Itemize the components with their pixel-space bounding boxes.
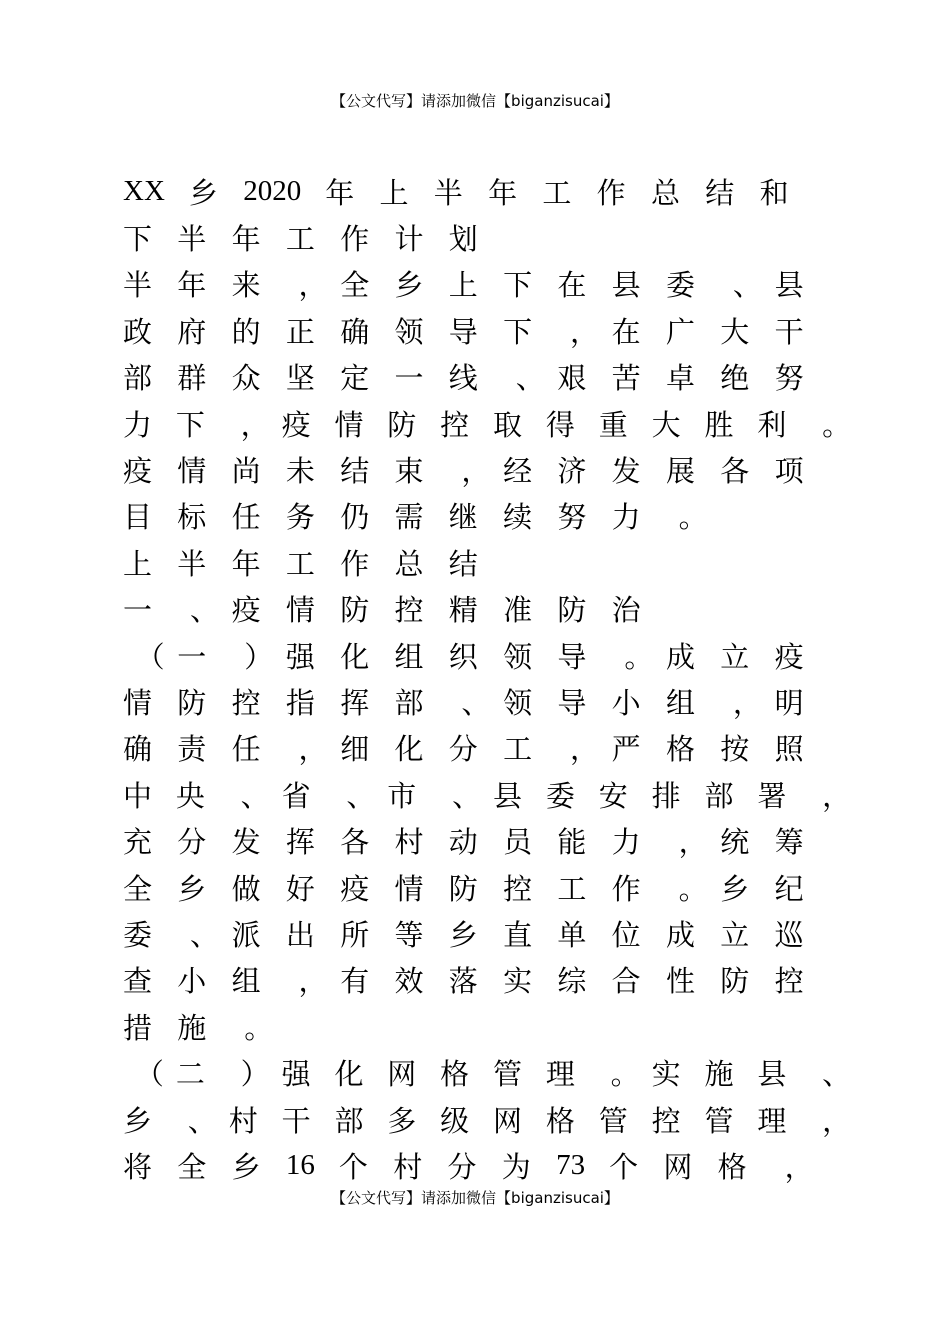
text-token: 等 bbox=[394, 917, 424, 952]
text-token: 群 bbox=[177, 361, 207, 396]
text-token: 乡 bbox=[231, 1149, 261, 1184]
text-line bbox=[123, 678, 863, 724]
text-token: 准 bbox=[503, 593, 533, 628]
text-line bbox=[123, 493, 863, 539]
text-token: 。 bbox=[610, 1057, 640, 1092]
text-token: 目 bbox=[123, 500, 153, 535]
text-line bbox=[123, 1096, 863, 1142]
text-token: 村 bbox=[228, 1103, 258, 1138]
text-token: 大 bbox=[651, 407, 681, 442]
text-token: 二 bbox=[175, 1057, 205, 1092]
text-token: 格 bbox=[545, 1103, 575, 1138]
text-token: 得 bbox=[545, 407, 575, 442]
text-token: 、 bbox=[822, 1057, 852, 1092]
text-line bbox=[123, 307, 863, 353]
text-token: 干 bbox=[281, 1103, 311, 1138]
text-token: 排 bbox=[651, 778, 681, 813]
text-token: 众 bbox=[231, 361, 261, 396]
text-token: 乡 bbox=[720, 871, 750, 906]
text-token: 领 bbox=[394, 314, 424, 349]
text-token: 济 bbox=[557, 454, 587, 489]
text-token: 成 bbox=[665, 639, 695, 674]
text-token: 工 bbox=[285, 222, 315, 257]
text-token: 年 bbox=[325, 175, 355, 210]
text-token: 情 bbox=[177, 454, 207, 489]
text-token: 小 bbox=[177, 964, 207, 999]
text-token: 细 bbox=[340, 732, 370, 767]
text-line bbox=[123, 817, 863, 863]
text-token: 个 bbox=[338, 1149, 368, 1184]
text-token: （ bbox=[134, 1057, 164, 1092]
document-body bbox=[123, 168, 863, 1189]
text-token: 村 bbox=[394, 825, 424, 860]
text-token: 格 bbox=[665, 732, 695, 767]
text-token: 、 bbox=[187, 1103, 217, 1138]
text-token: 委 bbox=[545, 778, 575, 813]
text-token: 。 bbox=[678, 500, 708, 535]
text-token: 巡 bbox=[774, 917, 804, 952]
text-token: 部 bbox=[123, 361, 153, 396]
text-token: 展 bbox=[665, 454, 695, 489]
text-token: ， bbox=[298, 964, 328, 999]
text-token: 努 bbox=[557, 500, 587, 535]
text-token: 位 bbox=[611, 917, 641, 952]
text-token: ， bbox=[461, 454, 491, 489]
text-token: 效 bbox=[394, 964, 424, 999]
text-token: 明 bbox=[774, 685, 804, 720]
text-token: 坚 bbox=[285, 361, 315, 396]
text-token: 全 bbox=[177, 1149, 207, 1184]
text-token: 综 bbox=[557, 964, 587, 999]
text-token: 作 bbox=[596, 175, 626, 210]
text-token: 格 bbox=[440, 1057, 470, 1092]
text-token: 乡 bbox=[448, 917, 478, 952]
text-token: 全 bbox=[123, 871, 153, 906]
text-token: 控 bbox=[394, 593, 424, 628]
text-token: 下 bbox=[175, 407, 205, 442]
text-token: 网 bbox=[663, 1149, 693, 1184]
text-token: 总 bbox=[394, 546, 424, 581]
text-token: 力 bbox=[611, 825, 641, 860]
text-token: 艰 bbox=[557, 361, 587, 396]
text-token: 绝 bbox=[720, 361, 750, 396]
text-token: 情 bbox=[334, 407, 364, 442]
text-token: 能 bbox=[557, 825, 587, 860]
text-token: 央 bbox=[175, 778, 205, 813]
text-token: 胜 bbox=[704, 407, 734, 442]
text-token: 防 bbox=[387, 407, 417, 442]
header-note: 【公文代写】请添加微信【biganzisucai】 bbox=[331, 92, 619, 110]
text-token: 部 bbox=[334, 1103, 364, 1138]
text-token: 管 bbox=[598, 1103, 628, 1138]
text-token: 在 bbox=[557, 268, 587, 303]
text-token: 安 bbox=[598, 778, 628, 813]
text-token: 结 bbox=[705, 175, 735, 210]
text-token: ， bbox=[298, 732, 328, 767]
text-token: 半 bbox=[123, 268, 153, 303]
text-token: 年 bbox=[231, 546, 261, 581]
text-token: 、 bbox=[346, 778, 376, 813]
text-token: 结 bbox=[340, 454, 370, 489]
text-token: 员 bbox=[503, 825, 533, 860]
text-token: 工 bbox=[557, 871, 587, 906]
text-token: 控 bbox=[503, 871, 533, 906]
text-token: 作 bbox=[611, 871, 641, 906]
text-token: 防 bbox=[448, 871, 478, 906]
text-token: 务 bbox=[285, 500, 315, 535]
text-token: 措 bbox=[123, 1010, 153, 1045]
text-token: 化 bbox=[394, 732, 424, 767]
text-token: 线 bbox=[448, 361, 478, 396]
text-token: 织 bbox=[448, 639, 478, 674]
text-token: 疫 bbox=[774, 639, 804, 674]
text-token: 动 bbox=[448, 825, 478, 860]
text-token: 领 bbox=[503, 639, 533, 674]
text-token: 2020 bbox=[243, 174, 302, 207]
text-token: 年 bbox=[488, 175, 518, 210]
text-token: 苦 bbox=[611, 361, 641, 396]
text-token: 好 bbox=[285, 871, 315, 906]
text-token: ） bbox=[244, 639, 274, 674]
text-token: 县 bbox=[493, 778, 523, 813]
text-token: 网 bbox=[493, 1103, 523, 1138]
text-token: ， bbox=[570, 732, 600, 767]
text-token: 署 bbox=[757, 778, 787, 813]
text-line bbox=[123, 1142, 863, 1188]
text-token: 广 bbox=[665, 314, 695, 349]
text-token: 管 bbox=[704, 1103, 734, 1138]
text-token: 强 bbox=[285, 639, 315, 674]
text-token: 结 bbox=[448, 546, 478, 581]
text-token: ， bbox=[240, 407, 270, 442]
text-token: 需 bbox=[394, 500, 424, 535]
text-token: 防 bbox=[557, 593, 587, 628]
text-token: 正 bbox=[285, 314, 315, 349]
text-token: 小 bbox=[611, 685, 641, 720]
text-token: 导 bbox=[448, 314, 478, 349]
text-token: 落 bbox=[448, 964, 478, 999]
text-token: 。 bbox=[244, 1010, 274, 1045]
text-line bbox=[123, 771, 863, 817]
text-token: 项 bbox=[774, 454, 804, 489]
text-token: ， bbox=[732, 685, 762, 720]
text-token: 实 bbox=[651, 1057, 681, 1092]
text-token: 统 bbox=[720, 825, 750, 860]
text-token: 省 bbox=[281, 778, 311, 813]
text-token: 网 bbox=[387, 1057, 417, 1092]
text-token: 单 bbox=[557, 917, 587, 952]
text-token: 任 bbox=[231, 500, 261, 535]
text-token: 村 bbox=[393, 1149, 423, 1184]
text-token: 中 bbox=[123, 778, 153, 813]
text-line bbox=[123, 586, 863, 632]
text-line bbox=[123, 957, 863, 1003]
text-token: 分 bbox=[177, 825, 207, 860]
text-token: 导 bbox=[557, 685, 587, 720]
text-token: 成 bbox=[665, 917, 695, 952]
text-token: 下 bbox=[503, 314, 533, 349]
text-token: 力 bbox=[123, 407, 153, 442]
text-token: 乡 bbox=[177, 871, 207, 906]
text-token: 查 bbox=[123, 964, 153, 999]
text-token: 卓 bbox=[665, 361, 695, 396]
text-token: 年 bbox=[231, 222, 261, 257]
text-token: 挥 bbox=[285, 825, 315, 860]
text-token: 计 bbox=[394, 222, 424, 257]
text-token: 挥 bbox=[340, 685, 370, 720]
text-token: 未 bbox=[285, 454, 315, 489]
text-token: 尚 bbox=[231, 454, 261, 489]
text-token: 发 bbox=[611, 454, 641, 489]
text-token: 重 bbox=[598, 407, 628, 442]
text-token: 有 bbox=[340, 964, 370, 999]
text-token: 、 bbox=[461, 685, 491, 720]
text-token: 、 bbox=[189, 593, 219, 628]
text-line bbox=[123, 354, 863, 400]
text-token: 束 bbox=[394, 454, 424, 489]
text-token: 组 bbox=[231, 964, 261, 999]
text-token: 多 bbox=[387, 1103, 417, 1138]
text-token: ， bbox=[822, 778, 852, 813]
text-token: 一 bbox=[123, 593, 153, 628]
text-token: 组 bbox=[394, 639, 424, 674]
text-token: 实 bbox=[503, 964, 533, 999]
text-line bbox=[123, 1049, 863, 1095]
text-token: 为 bbox=[501, 1149, 531, 1184]
text-token: 、 bbox=[732, 268, 762, 303]
text-token: 政 bbox=[123, 314, 153, 349]
text-token: 责 bbox=[177, 732, 207, 767]
text-token: 疫 bbox=[340, 871, 370, 906]
text-token: 分 bbox=[448, 732, 478, 767]
text-token: 情 bbox=[285, 593, 315, 628]
text-token: 防 bbox=[720, 964, 750, 999]
text-token: 控 bbox=[231, 685, 261, 720]
text-line bbox=[123, 864, 863, 910]
text-token: 级 bbox=[440, 1103, 470, 1138]
text-token: 下 bbox=[503, 268, 533, 303]
text-line bbox=[123, 400, 863, 446]
text-token: 县 bbox=[774, 268, 804, 303]
text-token: 确 bbox=[340, 314, 370, 349]
text-token: 16 bbox=[285, 1148, 315, 1181]
text-token: 指 bbox=[285, 685, 315, 720]
text-token: 大 bbox=[720, 314, 750, 349]
text-token: 乡 bbox=[188, 175, 218, 210]
text-token: 防 bbox=[177, 685, 207, 720]
text-token: 73 bbox=[556, 1148, 586, 1181]
text-token: 市 bbox=[387, 778, 417, 813]
text-token: 作 bbox=[340, 546, 370, 581]
text-line bbox=[123, 446, 863, 492]
text-token: XX bbox=[123, 174, 165, 207]
footer-note: 【公文代写】请添加微信【biganzisucai】 bbox=[331, 1189, 619, 1207]
text-token: 上 bbox=[448, 268, 478, 303]
text-token: 所 bbox=[340, 917, 370, 952]
text-token: 续 bbox=[503, 500, 533, 535]
text-token: 县 bbox=[757, 1057, 787, 1092]
text-token: 防 bbox=[340, 593, 370, 628]
text-token: 合 bbox=[611, 964, 641, 999]
text-token: 部 bbox=[394, 685, 424, 720]
text-token: 、 bbox=[240, 778, 270, 813]
text-token: 全 bbox=[340, 268, 370, 303]
text-token: 按 bbox=[720, 732, 750, 767]
text-token: 立 bbox=[720, 917, 750, 952]
text-token: 、 bbox=[515, 361, 545, 396]
text-token: 利 bbox=[757, 407, 787, 442]
text-line bbox=[123, 261, 863, 307]
text-line bbox=[123, 910, 863, 956]
text-token: 工 bbox=[503, 732, 533, 767]
text-token: 疫 bbox=[231, 593, 261, 628]
text-token: 乡 bbox=[123, 1103, 153, 1138]
text-token: 精 bbox=[448, 593, 478, 628]
text-token: 理 bbox=[757, 1103, 787, 1138]
text-token: 治 bbox=[611, 593, 641, 628]
text-line bbox=[123, 214, 863, 260]
text-token: 疫 bbox=[281, 407, 311, 442]
text-token: 工 bbox=[542, 175, 572, 210]
text-token: 个 bbox=[609, 1149, 639, 1184]
text-token: 强 bbox=[281, 1057, 311, 1092]
text-token: 年 bbox=[177, 268, 207, 303]
text-token: 半 bbox=[177, 222, 207, 257]
text-token: 一 bbox=[394, 361, 424, 396]
text-token: 。 bbox=[678, 871, 708, 906]
text-token: 发 bbox=[231, 825, 261, 860]
text-token: 组 bbox=[665, 685, 695, 720]
text-token: 各 bbox=[720, 454, 750, 489]
text-token: 总 bbox=[650, 175, 680, 210]
text-token: 化 bbox=[334, 1057, 364, 1092]
text-token: ） bbox=[240, 1057, 270, 1092]
text-token: ， bbox=[678, 825, 708, 860]
text-token: 出 bbox=[285, 917, 315, 952]
text-token: 导 bbox=[557, 639, 587, 674]
text-token: 。 bbox=[822, 407, 852, 442]
text-token: 、 bbox=[452, 778, 482, 813]
text-token: 仍 bbox=[340, 500, 370, 535]
text-token: 上 bbox=[379, 175, 409, 210]
text-token: 领 bbox=[503, 685, 533, 720]
text-token: 理 bbox=[545, 1057, 575, 1092]
text-token: 施 bbox=[177, 1010, 207, 1045]
text-token: 纪 bbox=[774, 871, 804, 906]
text-token: 管 bbox=[493, 1057, 523, 1092]
text-token: 任 bbox=[231, 732, 261, 767]
text-token: 情 bbox=[394, 871, 424, 906]
text-token: ， bbox=[784, 1149, 814, 1184]
text-line bbox=[123, 168, 863, 214]
text-token: 控 bbox=[440, 407, 470, 442]
text-token: ， bbox=[822, 1103, 852, 1138]
text-token: 半 bbox=[433, 175, 463, 210]
text-token: 府 bbox=[177, 314, 207, 349]
text-token: 充 bbox=[123, 825, 153, 860]
text-token: 乡 bbox=[394, 268, 424, 303]
text-token: 努 bbox=[774, 361, 804, 396]
text-token: 筹 bbox=[774, 825, 804, 860]
text-token: （ bbox=[135, 639, 165, 674]
text-token: 干 bbox=[774, 314, 804, 349]
text-token: 作 bbox=[340, 222, 370, 257]
text-token: 划 bbox=[448, 222, 478, 257]
text-token: 性 bbox=[665, 964, 695, 999]
text-token: 定 bbox=[340, 361, 370, 396]
text-token: 化 bbox=[340, 639, 370, 674]
text-token: 下 bbox=[123, 222, 153, 257]
text-token: 在 bbox=[611, 314, 641, 349]
text-token: 的 bbox=[231, 314, 261, 349]
text-token: 情 bbox=[123, 685, 153, 720]
text-token: 直 bbox=[503, 917, 533, 952]
text-token: 力 bbox=[611, 500, 641, 535]
text-line bbox=[123, 1003, 863, 1049]
text-token: 将 bbox=[123, 1149, 153, 1184]
text-line bbox=[123, 725, 863, 771]
text-token: 一 bbox=[177, 639, 207, 674]
text-token: 工 bbox=[285, 546, 315, 581]
text-token: 确 bbox=[123, 732, 153, 767]
text-token: 施 bbox=[704, 1057, 734, 1092]
text-token: 控 bbox=[774, 964, 804, 999]
text-token: 控 bbox=[651, 1103, 681, 1138]
text-token: 格 bbox=[717, 1149, 747, 1184]
text-token: 部 bbox=[704, 778, 734, 813]
text-token: 和 bbox=[759, 175, 789, 210]
text-token: 严 bbox=[611, 732, 641, 767]
text-token: 各 bbox=[340, 825, 370, 860]
text-token: 立 bbox=[720, 639, 750, 674]
text-token: 分 bbox=[447, 1149, 477, 1184]
text-token: 经 bbox=[503, 454, 533, 489]
text-token: 。 bbox=[624, 639, 654, 674]
text-token: 委 bbox=[123, 917, 153, 952]
text-line bbox=[123, 632, 863, 678]
text-token: 委 bbox=[665, 268, 695, 303]
text-token: 来 bbox=[231, 268, 261, 303]
text-token: 疫 bbox=[123, 454, 153, 489]
text-token: 继 bbox=[448, 500, 478, 535]
text-token: 做 bbox=[231, 871, 261, 906]
text-token: 派 bbox=[231, 917, 261, 952]
text-line bbox=[123, 539, 863, 585]
text-token: 、 bbox=[189, 917, 219, 952]
text-token: 照 bbox=[774, 732, 804, 767]
text-token: ， bbox=[570, 314, 600, 349]
text-token: 标 bbox=[177, 500, 207, 535]
text-token: 县 bbox=[611, 268, 641, 303]
text-token: 半 bbox=[177, 546, 207, 581]
text-token: 上 bbox=[123, 546, 153, 581]
text-token: 取 bbox=[493, 407, 523, 442]
text-token: ， bbox=[298, 268, 328, 303]
